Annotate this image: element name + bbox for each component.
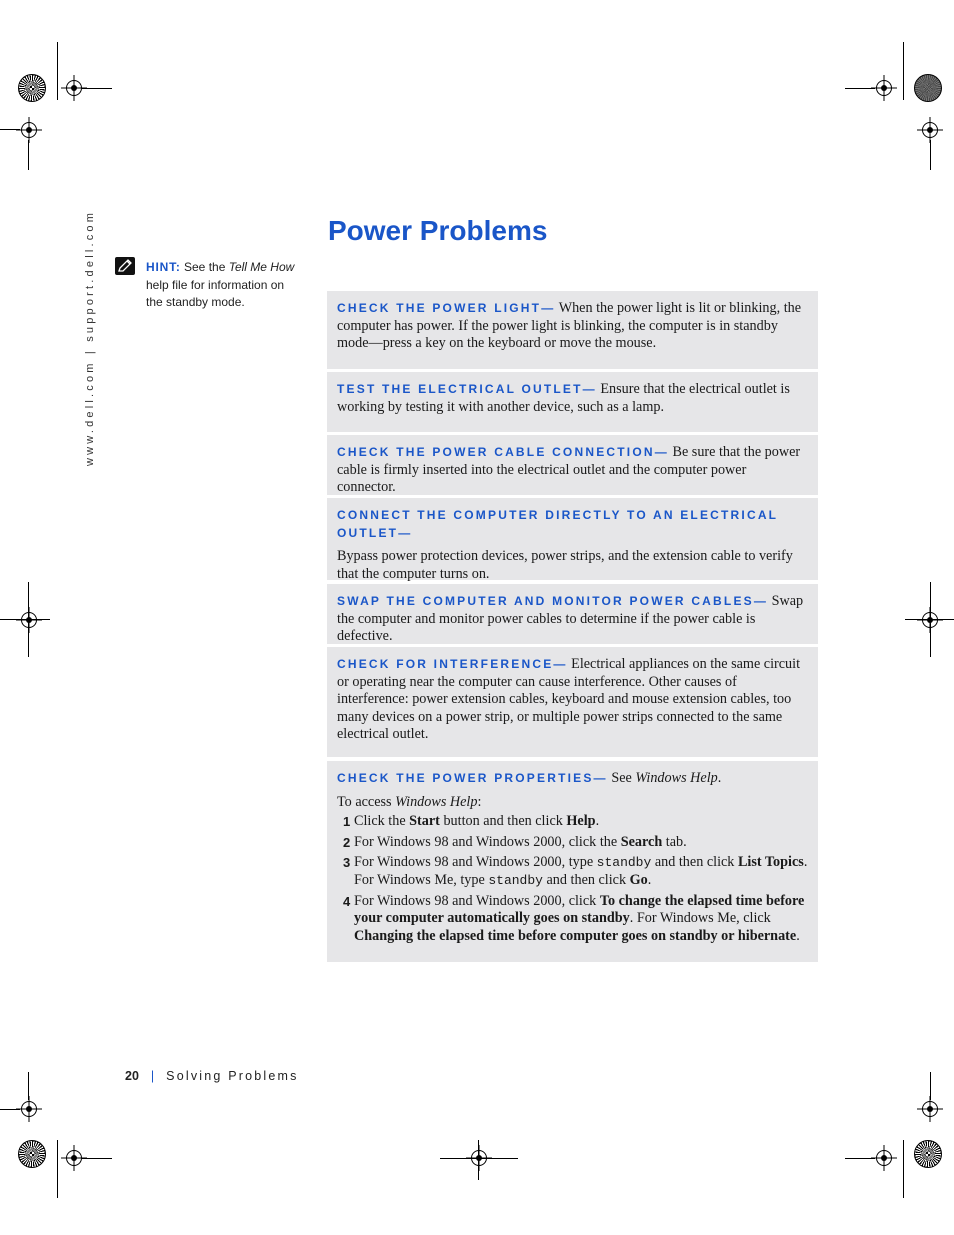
- hint-text: See the: [180, 260, 229, 274]
- step-number: 2: [343, 834, 351, 850]
- crop-line: [57, 1140, 58, 1198]
- windows-help-ref: Windows Help: [635, 770, 718, 786]
- crop-line: [82, 88, 112, 89]
- step-number: 3: [343, 855, 351, 871]
- crop-line: [28, 1072, 29, 1100]
- page-footer: [125, 1069, 299, 1083]
- footer-separator: |: [150, 1069, 155, 1083]
- crop-line: [903, 42, 904, 100]
- page-number: 20: [125, 1069, 139, 1083]
- section-box: [327, 647, 818, 757]
- crop-line: [0, 1109, 20, 1110]
- section-heading: CHECK THE POWER LIGHT—: [337, 301, 556, 315]
- crop-line: [930, 1072, 931, 1100]
- section-body: Electrical appliances on the same circuit or operating near the computer can cause interference. Other causes of interference: power extension cables, keyboard and mouse extension cables, too many devices on a power strip, or multiple power strips connected to the same electrical outlet.: [337, 656, 801, 743]
- list-item: 1 Click the Start button and then click Help.: [343, 813, 600, 830]
- section-box: [327, 372, 818, 432]
- section-heading: CHECK FOR INTERFERENCE—: [337, 657, 568, 671]
- crosshair-mark-icon: [922, 1101, 938, 1117]
- section-box: [327, 291, 818, 369]
- crop-line: [82, 1158, 112, 1159]
- list-item: 4 For Windows 98 and Windows 2000, click To change the elapsed time before your computer automatically goes on standby. For Windows Me, click Changing the elapsed time before computer goes on standby or hibernate.: [343, 892, 805, 944]
- crosshair-mark-icon: [66, 80, 82, 96]
- section-body: Swap the computer and monitor power cables to determine if the power cable is defective.: [337, 593, 804, 645]
- section-heading: SWAP THE COMPUTER AND MONITOR POWER CABLES—: [337, 594, 769, 608]
- crop-line: [930, 140, 931, 170]
- steps-list: [337, 813, 808, 945]
- crosshair-mark-icon: [21, 612, 37, 628]
- access-instructions: To access Windows Help:: [337, 793, 482, 810]
- crosshair-mark-icon: [21, 122, 37, 138]
- crosshair-mark-icon: [922, 122, 938, 138]
- section-heading: TEST THE ELECTRICAL OUTLET—: [337, 382, 597, 396]
- crosshair-mark-icon: [21, 1101, 37, 1117]
- section-box: [327, 435, 818, 495]
- page-title: Power Problems: [328, 215, 548, 246]
- section-heading: CHECK THE POWER CABLE CONNECTION—: [337, 445, 669, 459]
- section-body: Be sure that the power cable is firmly inserted into the electrical outlet and the computer power connector.: [337, 444, 801, 496]
- crop-line: [478, 1140, 479, 1180]
- crop-line: [905, 619, 954, 620]
- section-body: Ensure that the electrical outlet is working by testing it with another device, such as a lamp.: [337, 381, 790, 415]
- list-item: 2 For Windows 98 and Windows 2000, click the Search tab.: [343, 833, 687, 850]
- section-box-properties: CHECK THE POWER PROPERTIES— See Windows Help. To access Windows Help: 1 Click the Start button and then click Help. 2 For Windows 98 and Windows 2000, click the Search tab. 3 For Windows 98 and Windows 2000, type standby and then click List Topics. For Windows Me, type standby and then click Go. 4 For Windows 98 and Windows 2000, click To change the elapsed time before your computer automatically goes on standby. For Windows Me, click Changing the elapsed time before computer goes on standby or hibernate.: [327, 761, 818, 962]
- hint-help-file: Tell Me How: [228, 260, 295, 274]
- hint-note: [146, 259, 296, 312]
- crop-line: [0, 619, 50, 620]
- crop-line: [845, 88, 875, 89]
- starburst-mark-icon: [914, 74, 942, 102]
- section-body: When the power light is lit or blinking, the computer has power. If the power light is blinking, the computer is in standby mode—press a key on the keyboard or move the mouse.: [337, 300, 802, 352]
- crosshair-mark-icon: [66, 1150, 82, 1166]
- footer-section-title: Solving Problems: [166, 1069, 299, 1083]
- side-url: www.dell.com | support.dell.com: [84, 209, 96, 466]
- crop-line: [845, 1158, 875, 1159]
- step-number: 4: [343, 893, 351, 909]
- crop-line: [903, 1140, 904, 1198]
- crop-line: [28, 140, 29, 170]
- pencil-note-icon: [115, 257, 135, 275]
- crop-line: [57, 42, 58, 100]
- section-box: [327, 584, 818, 644]
- starburst-mark-icon: [18, 74, 46, 102]
- section-body: Bypass power protection devices, power strips, and the extension cable to verify that the computer turns on.: [337, 548, 793, 582]
- crop-line: [0, 129, 20, 130]
- starburst-mark-icon: [18, 1140, 46, 1168]
- list-item: 3 For Windows 98 and Windows 2000, type standby and then click List Topics. For Windows Me, type standby and then click Go.: [343, 854, 808, 888]
- starburst-mark-icon: [914, 1140, 942, 1168]
- step-number: 1: [343, 814, 351, 830]
- hint-label: HINT:: [146, 260, 181, 274]
- crosshair-mark-icon: [876, 80, 892, 96]
- crop-line: [440, 1158, 518, 1159]
- hint-text: help file for information on the standby mode.: [146, 277, 285, 309]
- section-box: [327, 498, 818, 580]
- section-heading: CHECK THE POWER PROPERTIES—: [337, 771, 608, 785]
- crosshair-mark-icon: [876, 1150, 892, 1166]
- section-heading: CONNECT THE COMPUTER DIRECTLY TO AN ELECTRICAL OUTLET—: [337, 508, 778, 540]
